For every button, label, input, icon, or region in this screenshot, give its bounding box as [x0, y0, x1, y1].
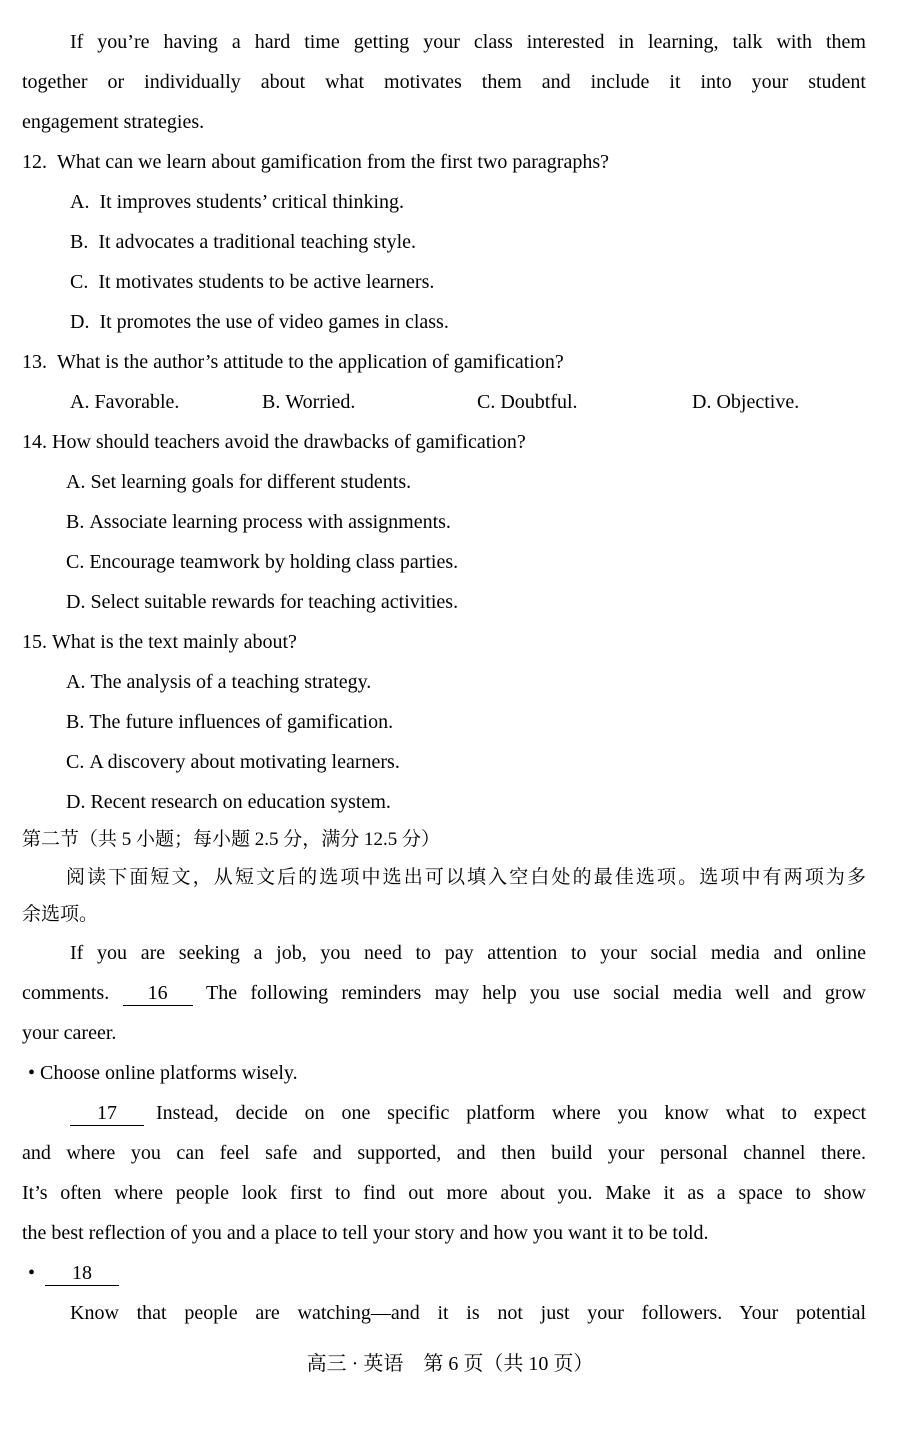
option-14-c[interactable] [66, 552, 458, 572]
blank-18[interactable]: 18 [45, 1263, 119, 1286]
option-letter: C. [66, 551, 85, 573]
option-letter: D. [692, 391, 712, 413]
passage-line-with-blank-16 [22, 983, 866, 1006]
option-14-b[interactable] [66, 512, 451, 532]
passage-line: and where you can feel safe and supported, and then build your personal channel there. [22, 1142, 866, 1164]
question-stem: What is the author’s attitude to the application of gamification? [57, 351, 564, 373]
option-text: Recent research on education system. [90, 791, 391, 813]
option-text: Worried. [285, 391, 356, 413]
option-text: It advocates a traditional teaching style. [98, 231, 416, 253]
option-text: It promotes the use of video games in class. [99, 311, 449, 333]
blank-16[interactable]: 16 [123, 983, 193, 1006]
option-letter: C. [66, 751, 85, 773]
option-13-c[interactable] [477, 392, 578, 412]
option-letter: B. [70, 231, 89, 253]
passage-text: The following reminders may help you use social media well and grow [206, 982, 866, 1004]
question-stem: What is the text mainly about? [52, 631, 297, 653]
question-number: 13. [22, 351, 47, 373]
question-number: 14. [22, 431, 47, 453]
option-text: Favorable. [94, 391, 180, 413]
option-letter: D. [66, 591, 86, 613]
option-letter: B. [66, 511, 85, 533]
passage-line: your career. [22, 1022, 117, 1044]
passage-line: together or individually about what motivates them and include it into your student [22, 71, 866, 93]
option-text: It motivates students to be active learners. [98, 271, 435, 293]
bullet-heading [28, 1063, 298, 1083]
option-12-b[interactable] [70, 232, 416, 252]
passage-line-with-blank-17 [70, 1103, 866, 1126]
option-text: Set learning goals for different students. [90, 471, 412, 493]
bullet-text: Choose online platforms wisely. [40, 1062, 298, 1084]
option-letter: A. [70, 191, 90, 213]
option-12-d[interactable] [70, 312, 449, 332]
option-text: Associate learning process with assignments. [89, 511, 451, 533]
option-13-a[interactable] [70, 392, 179, 412]
question-number: 15. [22, 631, 47, 653]
option-15-d[interactable] [66, 792, 391, 812]
option-text: Objective. [716, 391, 800, 413]
option-text: The analysis of a teaching strategy. [90, 671, 372, 693]
option-text: Doubtful. [500, 391, 578, 413]
option-letter: B. [66, 711, 85, 733]
option-12-a[interactable] [70, 192, 404, 212]
page-footer: 高三 · 英语 第 6 页（共 10 页） [306, 1353, 594, 1375]
bullet-heading-18 [28, 1263, 119, 1286]
question-15 [22, 632, 297, 652]
passage-line: It’s often where people look first to find out more about you. Make it as a space to show [22, 1182, 866, 1204]
section-instruction: 阅读下面短文，从短文后的选项中选出可以填入空白处的最佳选项。选项中有两项为多 [66, 867, 866, 888]
passage-text: Instead, decide on one specific platform where you know what to expect [156, 1102, 866, 1124]
option-14-d[interactable] [66, 592, 458, 612]
bullet-icon: • [28, 1262, 36, 1284]
option-15-a[interactable] [66, 672, 371, 692]
option-letter: C. [477, 391, 496, 413]
question-14 [22, 432, 526, 452]
option-12-c[interactable] [70, 272, 434, 292]
option-14-a[interactable] [66, 472, 411, 492]
option-letter: A. [66, 671, 86, 693]
blank-17[interactable]: 17 [70, 1103, 144, 1126]
section-heading: 第二节（共 5 小题；每小题 2.5 分，满分 12.5 分） [22, 829, 441, 850]
option-text: The future influences of gamification. [89, 711, 394, 733]
option-13-d[interactable] [692, 392, 799, 412]
option-letter: B. [262, 391, 281, 413]
passage-line: engagement strategies. [22, 111, 205, 133]
question-12 [22, 152, 609, 172]
question-number: 12. [22, 151, 47, 173]
question-stem: What can we learn about gamification from the first two paragraphs? [57, 151, 610, 173]
option-letter: A. [66, 471, 86, 493]
option-letter: A. [70, 391, 90, 413]
question-13 [22, 352, 564, 372]
option-text: Select suitable rewards for teaching activities. [90, 591, 459, 613]
option-text: It improves students’ critical thinking. [99, 191, 405, 213]
passage-line: If you are seeking a job, you need to pay attention to your social media and online [70, 942, 866, 964]
option-text: A discovery about motivating learners. [89, 751, 400, 773]
option-letter: D. [70, 311, 90, 333]
option-letter: C. [70, 271, 89, 293]
passage-text: comments. [22, 982, 110, 1004]
passage-line: Know that people are watching—and it is not just your followers. Your potential [70, 1302, 866, 1324]
option-text: Encourage teamwork by holding class parties. [89, 551, 459, 573]
passage-line: If you’re having a hard time getting your class interested in learning, talk with them [70, 31, 866, 53]
option-letter: D. [66, 791, 86, 813]
passage-line: the best reflection of you and a place to tell your story and how you want it to be told. [22, 1222, 709, 1244]
option-15-b[interactable] [66, 712, 393, 732]
option-15-c[interactable] [66, 752, 400, 772]
section-instruction: 余选项。 [22, 904, 99, 925]
question-stem: How should teachers avoid the drawbacks of gamification? [52, 431, 526, 453]
option-13-b[interactable] [262, 392, 355, 412]
bullet-icon: • [28, 1062, 36, 1084]
